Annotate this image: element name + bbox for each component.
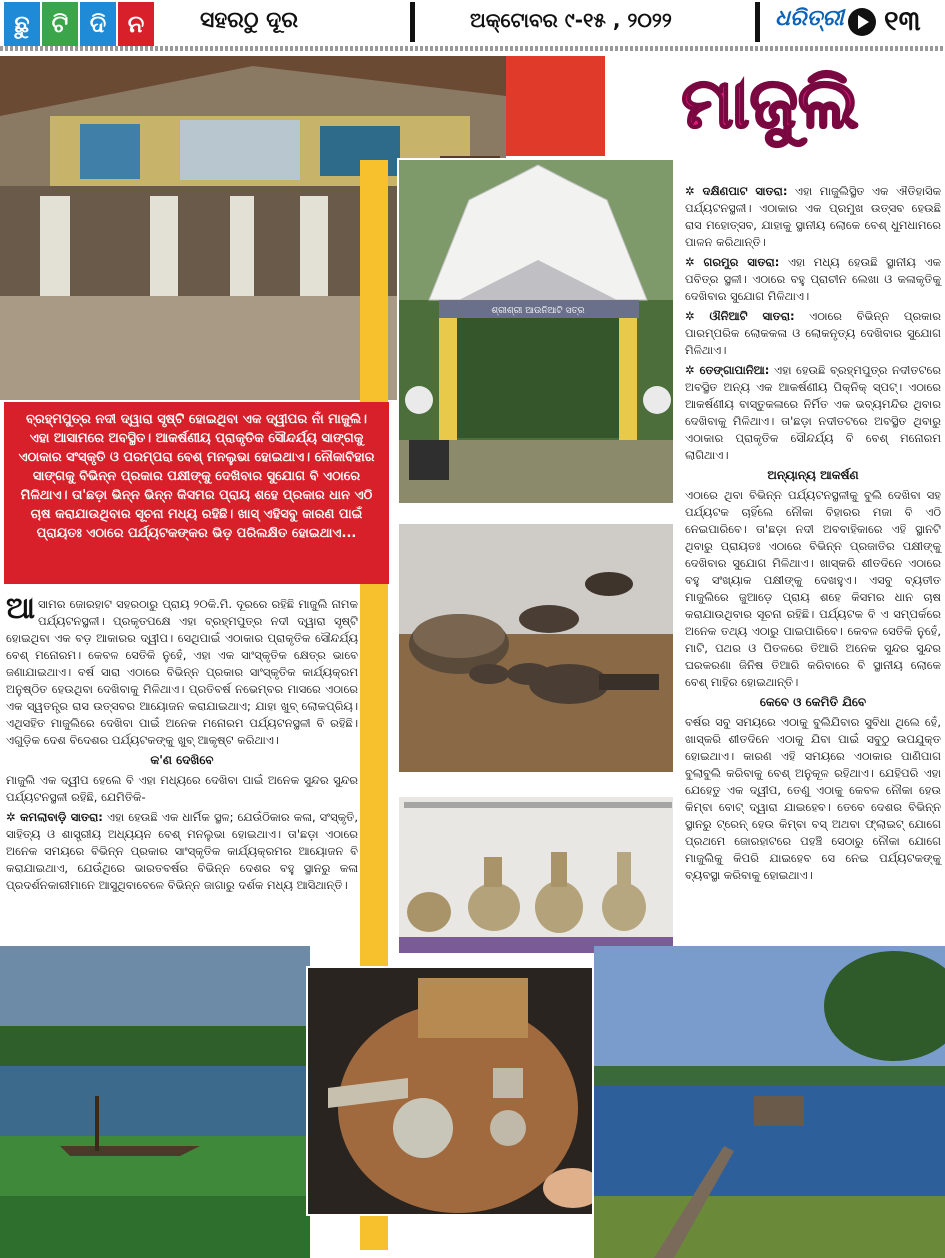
- accent-block: [505, 56, 605, 156]
- photo-brass-vessels: [397, 795, 675, 955]
- photo-gate: [397, 158, 675, 505]
- brand-letter: ନ: [118, 2, 154, 46]
- item-lead: ✲ ଗରମୁର ସାତରା:: [685, 255, 780, 269]
- right-column: [685, 183, 941, 913]
- page-title: ମାଜୁଲି: [681, 62, 859, 144]
- paragraph-text: ଏହା ମାଜୁଲିସ୍ଥିତ ଏକ ଐତିହାସିକ ପର୍ଯ୍ୟଟନସ୍ଥଳୀ। ଏଠାକାର ଏକ ପ୍ରମୁଖ ଉତ୍ସବ ହେଉଛି ରାସ ମହୋତ୍ସବ, ଯାହାକୁ ସ୍ଥାନୀୟ ଲୋକେ ବେଶ୍ ଧୁମଧାମରେ ପାଳନ କରିଥାନ୍ତି।: [685, 184, 941, 249]
- subheading: ଅନ୍ୟାନ୍ୟ ଆକର୍ଷଣ: [767, 468, 859, 482]
- publication-logo: ଧରିତ୍ରୀ: [775, 6, 844, 31]
- paragraph: [685, 362, 941, 464]
- paragraph: ବର୍ଷର ସବୁ ସମୟରେ ଏଠାକୁ ବୁଲିଯିବାର ସୁବିଧା ଥିଲେ ହେଁ, ଖାସ୍‌କରି ଶୀତଦିନେ ଏଠାକୁ ଯିବା ପାଇଁ ସବୁଠୁ ଉପଯୁକ୍ତ ହୋଇଥାଏ। କାରଣ ଏହି ସମୟରେ ଏଠାକାର ପାଣିପାଗ ବୁଲାବୁଲି କରିବାକୁ ବେଶ୍ ଅନୁକୂଳ ରହିଥାଏ। ଯେହିପରି ଏହା ଯେହେତୁ ଏକ ଦ୍ୱୀପ, ତେଣୁ ଏଠାକୁ କେବଳ ନୌକା ହେଉ କିମ୍ବା ବୋଟ୍ ଦ୍ୱାରା ଯାଇହେବ। ତେବେ ଦେଶର ବିଭିନ୍ନ ସ୍ଥାନରୁ ଟ୍ରେନ୍ ହେଉ କିମ୍ବା ବସ୍ ଅଥବା ଫ୍ଲାଇଟ୍ ଯୋଗେ ପ୍ରଥମେ ଜୋରହାଟରେ ପହଞ୍ଚି ସେଠାରୁ ନୌକା ଯୋଗେ ମାଜୁଲିକୁ କିପରି ଯାଇହେବ ସେ ନେଇ ପର୍ଯ୍ୟଟକଙ୍କୁ ବ୍ୟବସ୍ଥା କରିବାକୁ ହୋଇଥାଏ।: [685, 715, 941, 882]
- subheading: କ'ଣ ଦେଖିବେ: [150, 753, 214, 767]
- paragraph: [685, 308, 941, 359]
- paragraph-text: ସାମର ଜୋରହାଟ ସହରଠାରୁ ପ୍ରାୟ ୨୦କି.ମି. ଦୂରରେ ରହିଛି ମାଜୁଲି ନାମକ ପର୍ଯ୍ୟଟନସ୍ଥଳୀ। ପ୍ରକୃତପକ୍ଷେ ଏହା ବ୍ରହ୍ମପୁତ୍ର ନଦୀ ଦ୍ୱାରା ସୃଷ୍ଟି ହୋଇଥିବା ଏକ ବଡ଼ ଆକାରର ଦ୍ୱୀପ। ସେଥିପାଇଁ ଏଠାକାର ପ୍ରାକୃତିକ ସୌନ୍ଦର୍ଯ୍ୟ ବେଶ୍ ମନୋରମ। କେବଳ ସେତିକି ନୁହେଁ, ଏହା ଏକ ସାଂସ୍କୃତିକ କ୍ଷେତ୍ର ଭାବେ ଜଣାଯାଇଥାଏ। ବର୍ଷ ସାରା ଏଠାରେ ବିଭିନ୍ନ ପ୍ରକାର ସାଂସ୍କୃତିକ କାର୍ଯ୍ୟକ୍ରମ ଅନୁଷ୍ଠିତ ହେଉଥିବା ଦେଖିବାକୁ ମିଳିଥାଏ। ପ୍ରତିବର୍ଷ ନଭେମ୍ବର ମାସରେ ଏଠାରେ ଏକ ସ୍ୱତନ୍ତ୍ର ରାସ ଉତ୍ସବର ଆୟୋଜନ କରାଯାଇଥାଏ; ଯାହା ଖୁବ୍ ଲୋକପ୍ରିୟ। ଏଥିସହିତ ମାଜୁଲିରେ ଦେଖିବା ପାଇଁ ଅନେକ ମନୋରମ ପର୍ଯ୍ୟଟନସ୍ଥଳୀ ବି ରହିଛି। ଏଗୁଡ଼ିକ ଦେଶ ବିଦେଶର ପର୍ଯ୍ୟଟକଙ୍କୁ ଖୁବ୍ ଆକୃଷ୍ଟ କରିଥାଏ।: [6, 597, 358, 747]
- paragraph: [6, 809, 358, 894]
- item-lead: ✲ ଔନିଆଟି ସାତରା:: [685, 309, 795, 323]
- photo-river-boat: [0, 946, 310, 1258]
- photo-riverbank: [594, 946, 945, 1258]
- item-lead: ✲ ଦକ୍ଷିଣପାଟ ସାତରା:: [685, 184, 788, 198]
- paragraph: ମାଜୁଲି ଏକ ଦ୍ୱୀପ ହେଲେ ବି ଏହା ମଧ୍ୟରେ ଦେଖିବା ପାଇଁ ଅନେକ ସୁନ୍ଦର ସୁନ୍ଦର ପର୍ଯ୍ୟଟନସ୍ଥଳୀ ରହିଛି, ଯେମିତିକି-: [6, 773, 358, 804]
- brand-letter: ଟି: [42, 2, 78, 46]
- paragraph: ଏଠାରେ ଥିବା ବିଭିନ୍ନ ପର୍ଯ୍ୟଟନସ୍ଥଳୀକୁ ବୁଲି ଦେଖିବା ସହ ପର୍ଯ୍ୟଟକ ଚାହିଁଲେ ନୌକା ବିହାରର ମଜା ବି ଏଠି ନେଇପାରିବେ। ତା'ଛଡ଼ା ନଦୀ ଅବବାହିକାରେ ଏହି ସ୍ଥାନଟି ଥିବାରୁ ପ୍ରାୟତଃ ଏଠାରେ ବିଭିନ୍ନ ପ୍ରଜାତିର ପକ୍ଷୀଙ୍କୁ ଦେଖିବାର ସୁଯୋଗ ମିଳିଥାଏ। ଖାସ୍‌କରି ଶୀତଦିନେ ଏଠାରେ ବହୁ ସଂଖ୍ୟାକ ପକ୍ଷୀଙ୍କୁ ଦେଖହୁଏ। ଏସବୁ ବ୍ୟତୀତ ମାଜୁଲିରେ ଜୁଆଡ଼େ ପ୍ରାୟ ଶହେ କିସମର ଧାନ ଚାଷ କରାଯାଉଥିବାର ସୂଚନା ରହିଛି। ପର୍ଯ୍ୟଟକ ବି ଏ ସମ୍ପର୍କରେ ଅନେକ ତଥ୍ୟ ଏଠାରୁ ପାଇପାରିବେ। କେବଳ ସେତିକି ନୁହେଁ, ମାଟି, ପଥର ଓ ପିତଳରେ ତିଆରି ଅନେକ ସୁନ୍ଦର ସୁନ୍ଦର ଘରକରଣା ଜିନିଷ ତିଆରି କରିବାରେ ବି ସ୍ଥାନୀୟ ଲୋକେ ବେଶ୍ ମାହିର ହୋଇଥାନ୍ତି।: [685, 488, 941, 689]
- subheading: କେବେ ଓ କେମିତି ଯିବେ: [759, 695, 867, 709]
- paragraph-text: ଏଠାରେ ବିଭିନ୍ନ ପ୍ରକାର ପାରମ୍ପରିକ ଲୋକକଳା ଓ ଲୋକନୃତ୍ୟ ଦେଖିବାର ସୁଯୋଗ ମିଳିଥାଏ।: [685, 309, 942, 357]
- paragraph-text: ଏହା ମଧ୍ୟ ହେଉଛି ସ୍ଥାନୀୟ ଏକ ପବିତ୍ର ସ୍ଥଳୀ। ଏଠାରେ ବହୁ ପ୍ରାଚୀନ ଲେଖା ଓ କଳାକୃତିକୁ ଦେଖିବାର ସୁଯୋଗ ମିଳିଥାଏ।: [685, 255, 941, 303]
- brand-letter: ଦି: [80, 2, 116, 46]
- dropcap: ଆ: [6, 591, 36, 626]
- header-rule: [0, 46, 945, 51]
- brand-letter: ଛୁ: [4, 2, 40, 46]
- photo-brass-plate: [306, 966, 594, 1216]
- intro-box: ବ୍ରହ୍ମପୁତ୍ର ନଦୀ ଦ୍ୱାରା ସୃଷ୍ଟି ହୋଇଥିବା ଏକ ଦ୍ୱୀପର ନାଁ ମାଜୁଲି। ଏହା ଆସାମରେ ଅବସ୍ଥିତ। ଆକର୍ଷଣୀୟ ପ୍ରାକୃତିକ ସୌନ୍ଦର୍ଯ୍ୟ ସାଙ୍ଗକୁ ଏଠାକାର ସଂସ୍କୃତି ଓ ପରମ୍ପରା ବେଶ୍ ମନଲୁଭା ହୋଇଥାଏ। ନୌକାବିହାର ସାଙ୍ଗକୁ ବିଭିନ୍ନ ପ୍ରକାର ପକ୍ଷୀଙ୍କୁ ଦେଖିବାର ସୁଯୋଗ ବି ଏଠାରେ ମିଳିଥାଏ। ତା'ଛଡ଼ା ଭିନ୍ନ ଭିନ୍ନ କିସମର ପ୍ରାୟ ଶହେ ପ୍ରକାର ଧାନ ଏଠି ଚାଷ କରାଯାଉଥିବାର ସୂଚନା ମଧ୍ୟ ରହିଛି। ଖାସ୍ ଏହିସବୁ କାରଣ ପାଇଁ ପ୍ରାୟତଃ ଏଠାରେ ପର୍ଯ୍ୟଟକଙ୍କର ଭିଡ଼ ପରିଲକ୍ଷିତ ହୋଇଥାଏ...: [4, 402, 389, 584]
- page-header: [0, 0, 945, 50]
- divider: [410, 2, 415, 42]
- brand-logo: [4, 2, 154, 46]
- paragraph: [6, 591, 358, 749]
- gate-sign-text: ଶ୍ରୀଶ୍ରୀ ଆଉନିଆଟି ସତ୍ର: [491, 306, 585, 316]
- paragraph: [685, 183, 941, 251]
- paragraph-text: ଏହା ହେଉଛି ବ୍ରହ୍ମପୁତ୍ର ନଦୀତଟରେ ଅବସ୍ଥିତ ଅନ୍ୟ ଏକ ଆକର୍ଷଣୀୟ ପିକ୍‌ନିକ୍ ସ୍ପଟ୍। ଏଠାରେ ଆକର୍ଷଣୀୟ ବାସ୍ତୁକଳାରେ ନିର୍ମିତ ଏକ ଭବ୍ୟମନ୍ଦିର ଥିବାର ଦେଖିବାକୁ ମିଳିଥାଏ। ତା'ଛଡ଼ା ନଦୀତଟରେ ଅବସ୍ଥିତ ଥିବାରୁ ଏଠାକାର ପ୍ରାକୃତିକ ସୌନ୍ଦର୍ଯ୍ୟ ବି ବେଶ୍ ମନୋରମ ଲାଗିଥାଏ।: [685, 363, 941, 462]
- divider: [755, 2, 760, 42]
- page-number: ୧୩: [884, 4, 921, 37]
- photo-pottery: [397, 522, 675, 774]
- paragraph: [685, 254, 941, 305]
- left-column: [6, 591, 358, 934]
- item-lead: ✲ କମଲାବାଡ଼ି ସାତରା:: [6, 810, 103, 824]
- item-lead: ✲ ତେଙ୍ଗାପାନିଆ:: [685, 363, 770, 377]
- issue-date: ଅକ୍ଟୋବର ୯-୧୫ , ୨୦୨୨: [470, 8, 672, 32]
- paragraph-text: ଏହା ହେଉଛି ଏକ ଧାର୍ମିକ ସ୍ଥଳ; ଯେଉଁଠିକାର କଳା, ସଂସ୍କୃତି, ସାହିତ୍ୟ ଓ ଶାସ୍ତ୍ରୀୟ ଅଧ୍ୟୟନ ବେଶ୍ ମନଲୁଭା ହୋଇଥାଏ। ତା'ଛଡ଼ା ଏଠାରେ ଅନେକ ସମୟରେ ବିଭିନ୍ନ ପ୍ରକାର ସାଂସ୍କୃତିକ କାର୍ଯ୍ୟକ୍ରମର ଆୟୋଜନ ବି କରାଯାଇଥାଏ, ଯେଉଁଥିରେ ଭାରତବର୍ଷର ବିଭିନ୍ନ ଦେଶର ବହୁ ସ୍ଥାନରୁ କଳା ପ୍ରଦର୍ଶନକାରୀମାନେ ଆସୁଥିବାବେଳେ ବିଭିନ୍ନ ଜାଗାରୁ ଦର୍ଶକ ମଧ୍ୟ ଆସିଥାନ୍ତି।: [6, 810, 358, 892]
- section-label: ସହରଠୁ ଦୂର: [200, 8, 298, 33]
- play-arrow-icon: [848, 8, 876, 36]
